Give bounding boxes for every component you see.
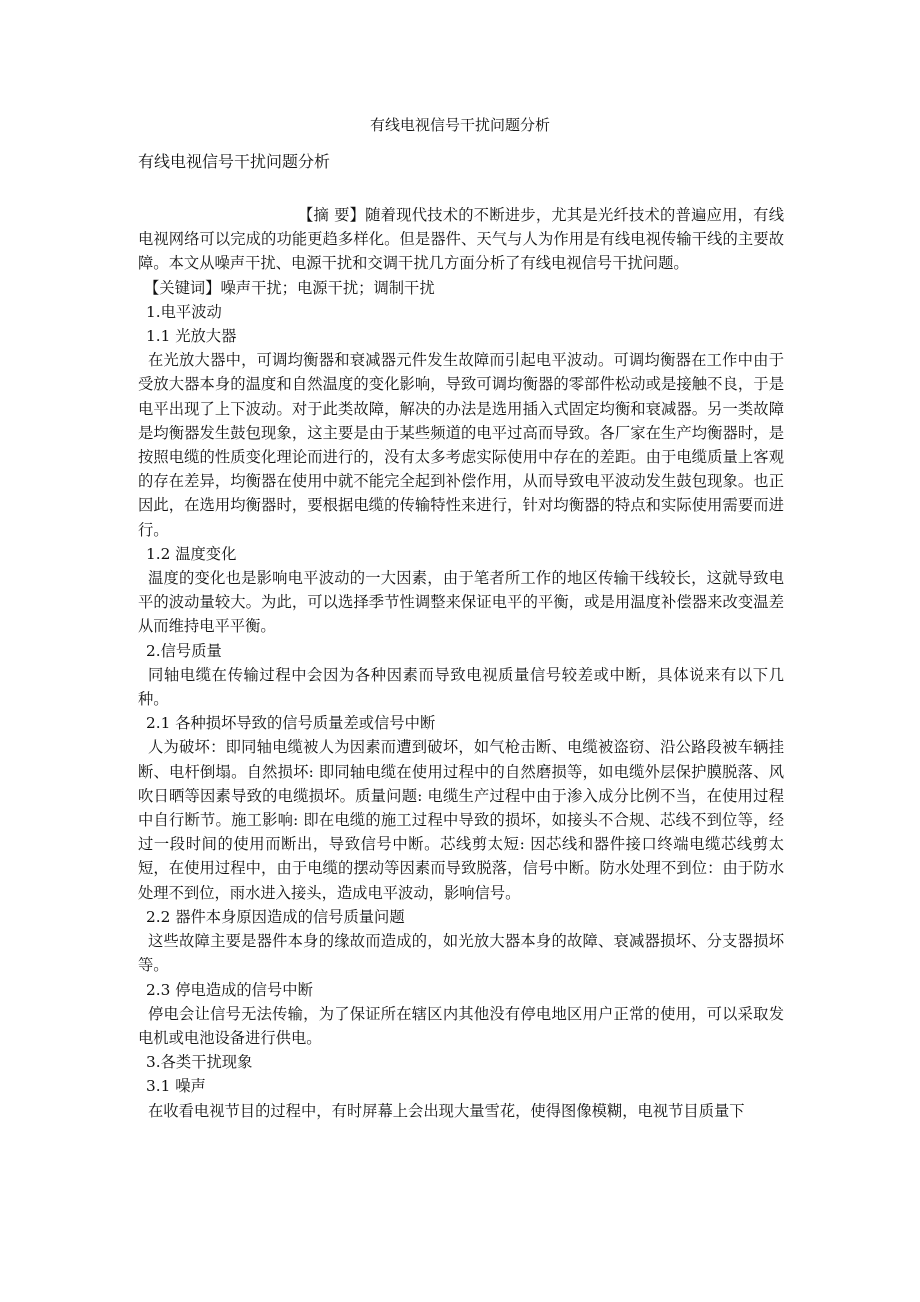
section-heading: 1.电平波动 xyxy=(146,302,222,321)
section-heading: 2.信号质量 xyxy=(146,641,222,660)
section-heading: 3.1 噪声 xyxy=(146,1077,206,1096)
section-paragraph: 这些故障主要是器件本身的缘故而造成的，如光放大器本身的故障、衰减器损坏、分支器损坏等。 xyxy=(138,932,784,975)
document-subtitle: 有线电视信号干扰问题分析 xyxy=(138,152,331,171)
section-paragraph: 停电会让信号无法传输，为了保证所在辖区内其他没有停电地区用户正常的使用，可以采取发电机或电池设备进行供电。 xyxy=(138,1004,784,1047)
document-body xyxy=(138,203,784,1123)
section-paragraph: 同轴电缆在传输过程中会因为各种因素而导致电视质量信号较差或中断，具体说来有以下几种。 xyxy=(138,665,784,709)
section-heading: 3.各类干扰现象 xyxy=(146,1053,253,1072)
section-heading: 2.3 停电造成的信号中断 xyxy=(146,980,313,999)
abstract-paragraph: 【摘 要】随着现代技术的不断进步，尤其是光纤技术的普遍应用，有线电视网络可以完成的功能更趋多样化。但是器件、天气与人为作用是有线电视传输干线的主要故障。本文从噪声干扰、电源干扰和交调干扰几方面分析了有线电视信号干扰问题。 xyxy=(138,206,784,273)
document-title: 有线电视信号干扰问题分析 xyxy=(369,116,550,134)
section-heading: 1.1 光放大器 xyxy=(146,327,237,346)
section-paragraph: 温度的变化也是影响电平波动的一大因素，由于笔者所工作的地区传输干线较长，这就导致电平的波动量较大。为此，可以选择季节性调整来保证电平的平衡，或是用温度补偿器来改变温差从而维持电平平衡。 xyxy=(138,569,784,636)
section-heading: 2.1 各种损坏导致的信号质量差或信号中断 xyxy=(146,714,436,733)
section-heading: 1.2 温度变化 xyxy=(146,544,237,563)
section-paragraph: 人为破坏：即同轴电缆被人为因素而遭到破坏，如气枪击断、电缆被盗窃、沿公路段被车辆挂断、电杆倒塌。自然损坏: 即同轴电缆在使用过程中的自然磨损等，如电缆外层保护膜脱落、风吹日晒等因素导致的电缆损坏。质量问题: 电缆生产过程中由于渗入成分比例不当，在使用过程中自行断节。施工影响: 即在电缆的施工过程中导致的损坏，如接头不合规、芯线不到位等，经过一段时间的使用而断出，导致信号中断。芯线剪太短: 因芯线和器件接口终端电缆芯线剪太短，在使用过程中，由于电缆的摆动等因素而导致脱落，信号中断。防水处理不到位：由于防水处理不到位，雨水进入接头，造成电平波动，影响信号。 xyxy=(138,738,784,902)
section-heading: 2.2 器件本身原因造成的信号质量问题 xyxy=(146,907,405,926)
keywords-line: 【关键词】噪声干扰；电源干扰；调制干扰 xyxy=(144,278,435,297)
section-paragraph: 在光放大器中，可调均衡器和衰减器元件发生故障而引起电平波动。可调均衡器在工作中由于受放大器本身的温度和自然温度的变化影响，导致可调均衡器的零部件松动或是接触不良，于是电平出现了上下波动。对于此类故障，解决的办法是选用插入式固定均衡和衰减器。另一类故障是均衡器发生鼓包现象，这主要是由于某些频道的电平过高而导致。各厂家在生产均衡器时，是按照电缆的性质变化理论而进行的，没有太多考虑实际使用中存在的差距。由于电缆质量上客观的存在差异，均衡器在使用中就不能完全起到补偿作用，从而导致电平波动发生鼓包现象。也正因此，在选用均衡器时，要根据电缆的传输特性来进行，针对均衡器的特点和实际使用需要而进行。 xyxy=(138,351,784,539)
section-paragraph: 在收看电视节目的过程中，有时屏幕上会出现大量雪花，使得图像模糊，电视节目质量下 xyxy=(148,1101,745,1120)
